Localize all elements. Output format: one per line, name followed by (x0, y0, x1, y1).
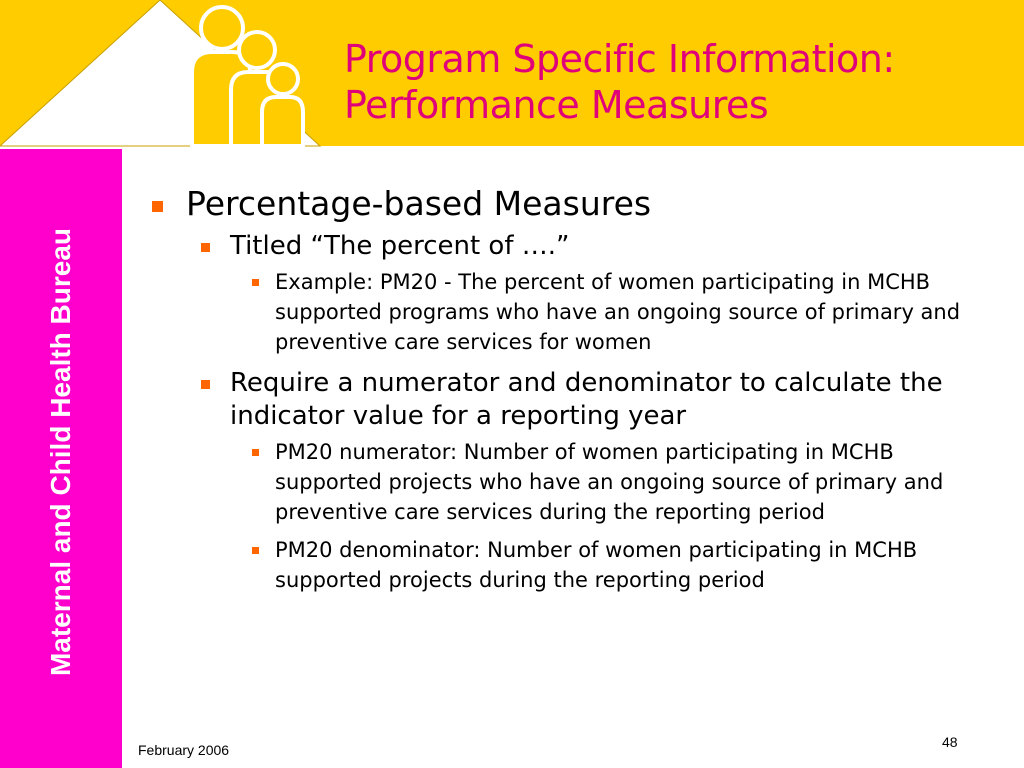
square-bullet-icon (252, 547, 259, 554)
bullet-text: Titled “The percent of ….” (230, 231, 570, 261)
family-logo-icon (0, 0, 330, 150)
square-bullet-icon (201, 380, 210, 389)
bullet-text: Example: PM20 - The percent of women participating in MCHB supported programs who have an ongoing source of primary and preventive care services for women (275, 270, 961, 354)
slide-title (344, 36, 1004, 128)
bullet-level2 (146, 367, 976, 433)
sidebar-label: Maternal and Child Health Bureau (45, 227, 76, 677)
footer-date: February 2006 (138, 742, 230, 758)
square-bullet-icon (252, 279, 259, 286)
bullet-text: Percentage-based Measures (186, 184, 652, 223)
title-line-2: Performance Measures (344, 83, 769, 127)
square-bullet-icon (201, 243, 210, 252)
bullet-text: Require a numerator and denominator to calculate the indicator value for a reporting year (230, 368, 943, 431)
title-line-1: Program Specific Information: (344, 37, 895, 81)
square-bullet-icon (152, 201, 163, 212)
bullet-level3 (146, 535, 976, 595)
bullet-text: PM20 denominator: Number of women participating in MCHB supported projects during the reporting period (275, 538, 918, 592)
bullet-level2 (146, 230, 976, 263)
slide-body (146, 184, 976, 595)
page-number: 48 (942, 734, 958, 750)
square-bullet-icon (252, 449, 259, 456)
bullet-level3 (146, 437, 976, 527)
bullet-text: PM20 numerator: Number of women participating in MCHB supported projects who have an ongoing source of primary and preventive care services during the reporting period (275, 440, 944, 524)
bullet-level3 (146, 267, 976, 357)
bullet-level1 (146, 184, 976, 224)
